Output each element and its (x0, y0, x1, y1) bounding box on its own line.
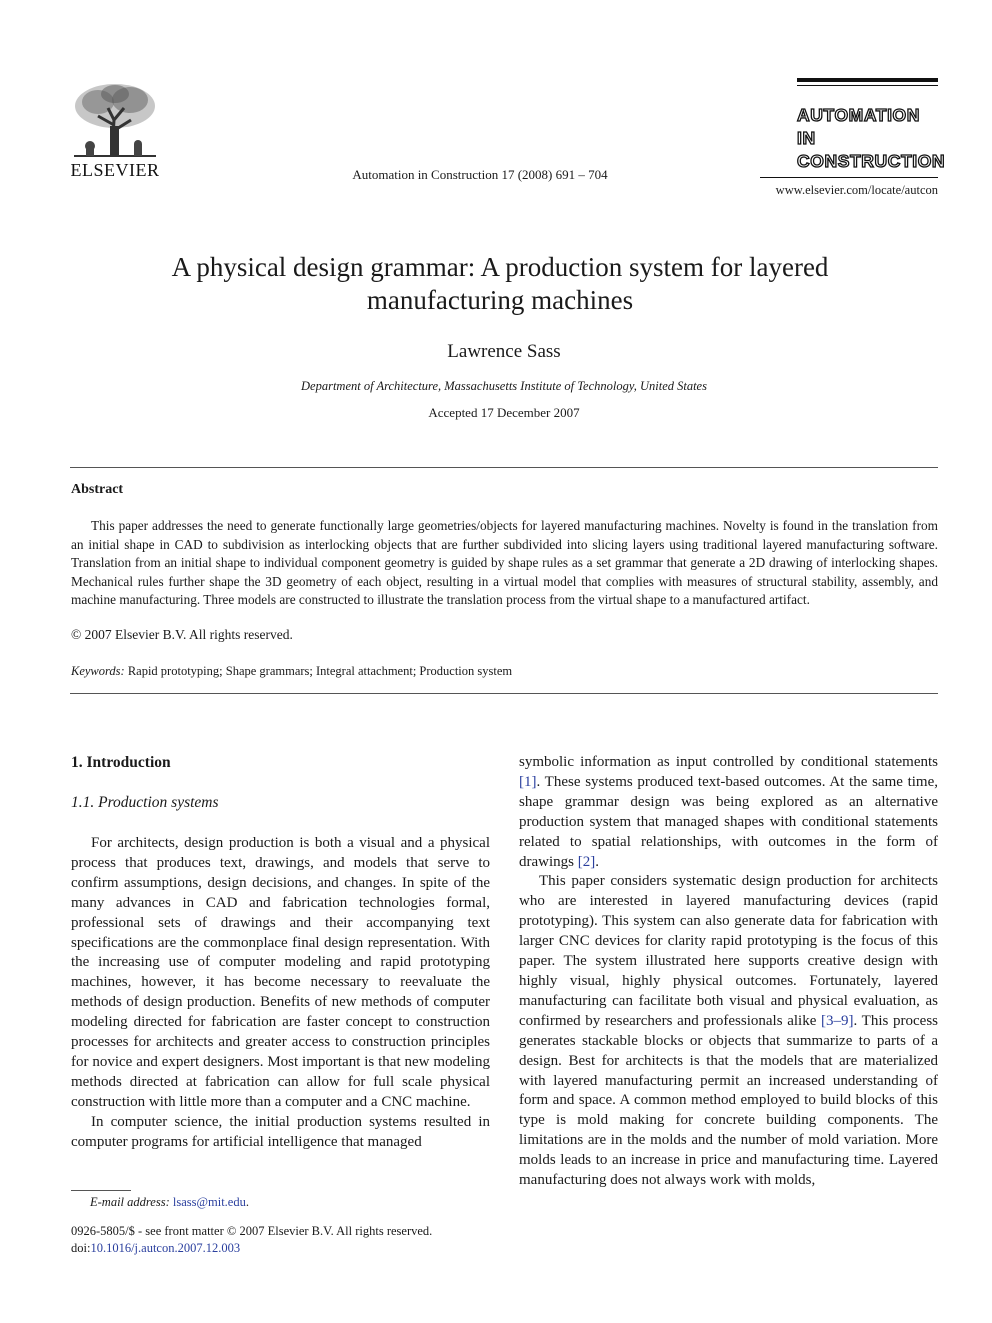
abstract-copyright: © 2007 Elsevier B.V. All rights reserved. (71, 627, 293, 642)
section-heading: 1. Introduction (71, 754, 171, 771)
abstract-text: This paper addresses the need to generate functionally large geometries/objects for layered manufacturing machines. Novelty is found in the translation from an initial shape in CAD to subdivision as interlocking objects that are further subdivided into slicing layers using traditional layered manufacturing software. Translation from an initial shape to individual component geometry is guided by shape rules as a set grammar that generate a 2D drawing of interlocking shapes. Mechanical rules further shape the 3D geometry of each object, resulting in a virtual model that complies with measures of structural stability, assembly, and machine manufacturing. Three models are constructed to illustrate the translation process from the virtual shape to a manufactured artifact. (71, 518, 938, 607)
text-run: . This process generates stackable blocks or objects that summarize to parts of a design. Best for architects is that the models that are materialized with layered manufacturing permit an increased understanding of form and space. A common method employed to build blocks of this type is mold making for concrete building components. The limitations are in the molds and the number of mold variation. More molds leads to an increase in price and manufacturing time. Layered manufacturing does not always work with molds, (519, 1012, 938, 1189)
abstract-heading: Abstract (71, 482, 124, 497)
keywords-list: Rapid prototyping; Shape grammars; Integral attachment; Production system (127, 664, 513, 678)
brand-rule-thin (797, 85, 938, 86)
paragraph: For architects, design production is both a visual and a physical process that produces text, drawings, and models that serve to confirm assumptions, design decisions, and changes. In spite of the many advances in CAD and fabrication technologies formal, professional sets of drawings and their accompanying text specifications are the commonplace final design representation. With the increasing use of computer modeling and rapid prototyping machines, however, it has become necessary to reevaluate the methods of design production. Benefits of new methods of computer modeling directed for fabrication are faster concept to construction processes for architects and greater access to construction principles for novice and expert designers. Most important is that new modeling methods directed at fabrication can allow for full scale physical construction with little more than a computer and a CNC machine. (71, 835, 490, 1110)
accepted-date: Accepted 17 December 2007 (428, 405, 580, 420)
email-label: E-mail address: (90, 1195, 170, 1209)
citation-link[interactable]: [2] (577, 853, 596, 870)
brand-rule (797, 78, 938, 82)
email-link[interactable]: lsass@mit.edu (172, 1195, 246, 1209)
text-run: . (595, 853, 599, 870)
publisher-name: ELSEVIER (70, 160, 160, 180)
doi-prefix: doi: (71, 1241, 91, 1255)
article-title: A physical design grammar: A production system for layered manufacturing machines (171, 252, 829, 315)
doi-line (71, 1241, 240, 1256)
journal-citation: Automation in Construction 17 (2008) 691 – 704 (352, 167, 608, 182)
divider-top (70, 467, 938, 468)
text-run: . These systems produced text-based outcomes. At the same time, shape grammar design was being explored as an alternative production system that managed shapes with conditional statements related to spatial relationships, with outcomes in the form of drawings (519, 773, 938, 870)
footnote-email (90, 1195, 249, 1210)
citation-link[interactable]: [3–9] (821, 1012, 854, 1029)
keywords-label: Keywords: (71, 664, 125, 678)
citation-link[interactable]: [1] (519, 773, 537, 790)
author-name: Lawrence Sass (447, 341, 561, 362)
text-run: This paper considers systematic design production for architects who are interested in layered manufacturing devices (rapid prototyping). This system can also generate data for fabrication with larger CNC devices for clarity rapid prototyping is the focus of this paper. The system illustrated here supports creative design with highly visual, highly physical outcomes. Fortunately, layered manufacturing can facilitate both visual and physical evaluation, as confirmed by researchers and professionals alike (519, 873, 938, 1029)
paragraph (519, 872, 938, 1191)
keywords (71, 664, 512, 679)
subsection-heading: 1.1. Production systems (71, 794, 219, 811)
divider-bottom (70, 693, 938, 694)
journal-brand (797, 104, 946, 173)
author-affiliation: Department of Architecture, Massachusetts Institute of Technology, United States (301, 379, 707, 393)
elsevier-tree-icon (68, 80, 162, 160)
right-column (519, 753, 938, 1191)
text-run: symbolic information as input controlled by conditional statements (519, 754, 938, 770)
issn-line: 0926-5805/$ - see front matter © 2007 Elsevier B.V. All rights reserved. (71, 1224, 433, 1238)
journal-brand-line-1: AUTOMATION IN (797, 105, 920, 148)
brand-rule-bottom (760, 177, 938, 178)
journal-url[interactable]: www.elsevier.com/locate/autcon (775, 183, 938, 197)
footnote-rule (71, 1190, 131, 1191)
journal-brand-line-2: CONSTRUCTION (797, 151, 946, 171)
paragraph (519, 753, 938, 872)
email-end: . (245, 1195, 249, 1209)
paragraph: In computer science, the initial production systems resulted in computer programs for artificial intelligence that managed (71, 1113, 490, 1150)
publisher-logo (68, 80, 162, 181)
doi-link[interactable]: 10.1016/j.autcon.2007.12.003 (90, 1241, 241, 1255)
left-column (71, 834, 490, 1153)
